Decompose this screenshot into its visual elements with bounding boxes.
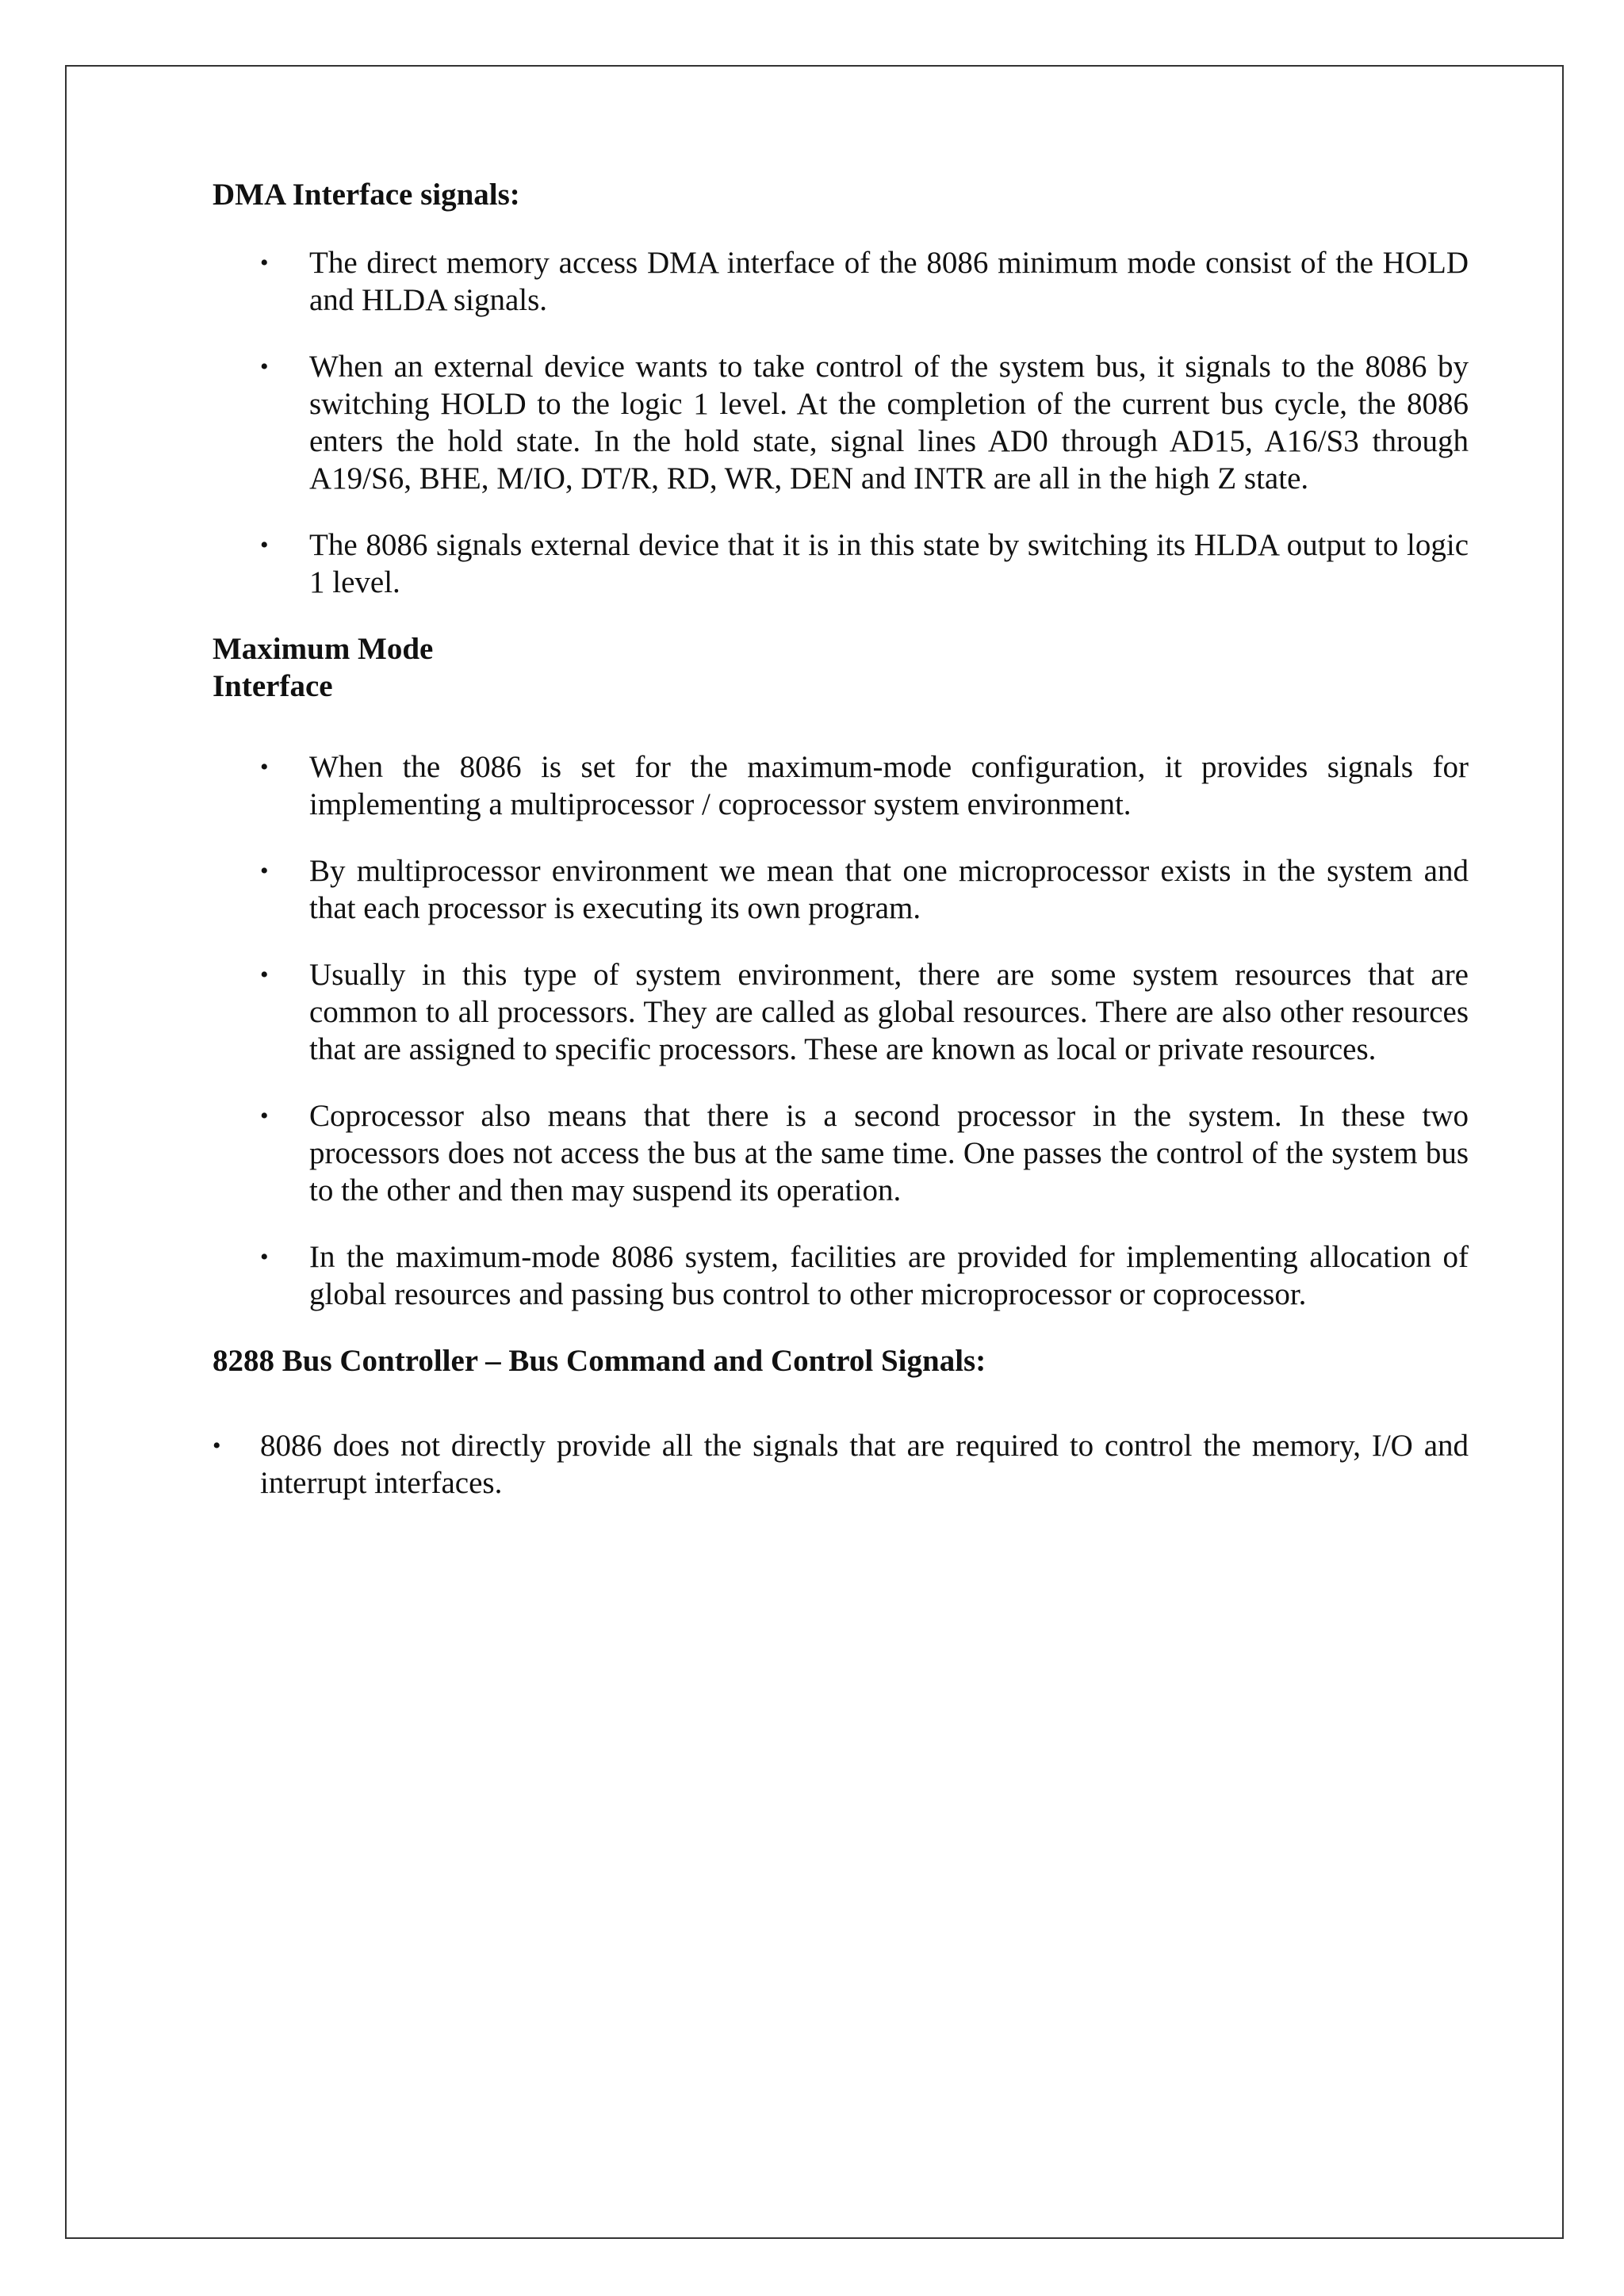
list-item	[213, 526, 1469, 601]
heading-maximum-mode-interface	[213, 630, 1469, 705]
heading-8288-bus-controller: 8288 Bus Controller – Bus Command and Control Signals:	[213, 1344, 986, 1378]
list-item-text: By multiprocessor environment we mean that one microprocessor exists in the system and that each processor is executing its own program.	[309, 854, 1469, 925]
bullet-icon: •	[260, 1244, 269, 1270]
bullet-icon: •	[260, 532, 269, 558]
list-8288-bus-controller	[213, 1427, 1469, 1502]
bullet-icon: •	[260, 354, 269, 380]
list-item	[213, 956, 1469, 1068]
list-item-text: When an external device wants to take control of the system bus, it signals to the 8086 by switching HOLD to the logic 1 level. At the completion of the current bus cycle, the 8086 enters the hold state. In the hold state, signal lines AD0 through AD15, A16/S3 through A19/S6, BHE, M/IO, DT/R, RD, WR, DEN and INTR are all in the high Z state.	[309, 350, 1469, 496]
list-item	[213, 244, 1469, 319]
heading-line: Interface	[213, 669, 333, 703]
list-maximum-mode	[213, 748, 1469, 1313]
list-item	[213, 748, 1469, 823]
list-item	[213, 348, 1469, 497]
bullet-icon: •	[260, 858, 269, 884]
list-item	[213, 1238, 1469, 1313]
bullet-icon: •	[260, 962, 269, 988]
list-item	[213, 852, 1469, 927]
heading-dma-interface: DMA Interface signals:	[213, 178, 520, 212]
bullet-icon: •	[260, 250, 269, 276]
list-item	[213, 1427, 1469, 1502]
bullet-icon: •	[213, 1433, 221, 1459]
list-item-text: 8086 does not directly provide all the signals that are required to control the memory, I/O and interrupt interfaces.	[260, 1429, 1469, 1500]
list-item-text: The direct memory access DMA interface of the 8086 minimum mode consist of the HOLD and HLDA signals.	[309, 246, 1469, 317]
bullet-icon: •	[260, 754, 269, 780]
heading-line: Maximum Mode	[213, 632, 434, 666]
list-item-text: The 8086 signals external device that it is in this state by switching its HLDA output to logic 1 level.	[309, 528, 1469, 599]
list-item-text: When the 8086 is set for the maximum-mode configuration, it provides signals for implementing a multiprocessor / coprocessor system environment.	[309, 750, 1469, 821]
document-body	[213, 176, 1469, 1531]
list-dma-interface	[213, 244, 1469, 601]
list-item	[213, 1097, 1469, 1209]
list-item-text: In the maximum-mode 8086 system, facilities are provided for implementing allocation of global resources and passing bus control to other microprocessor or coprocessor.	[309, 1240, 1469, 1311]
bullet-icon: •	[260, 1103, 269, 1129]
list-item-text: Usually in this type of system environment, there are some system resources that are common to all processors. They are called as global resources. There are also other resources that are assigned to specific processors. These are known as local or private resources.	[309, 958, 1469, 1066]
list-item-text: Coprocessor also means that there is a second processor in the system. In these two processors does not access the bus at the same time. One passes the control of the system bus to the other and then may suspend its operation.	[309, 1099, 1469, 1207]
